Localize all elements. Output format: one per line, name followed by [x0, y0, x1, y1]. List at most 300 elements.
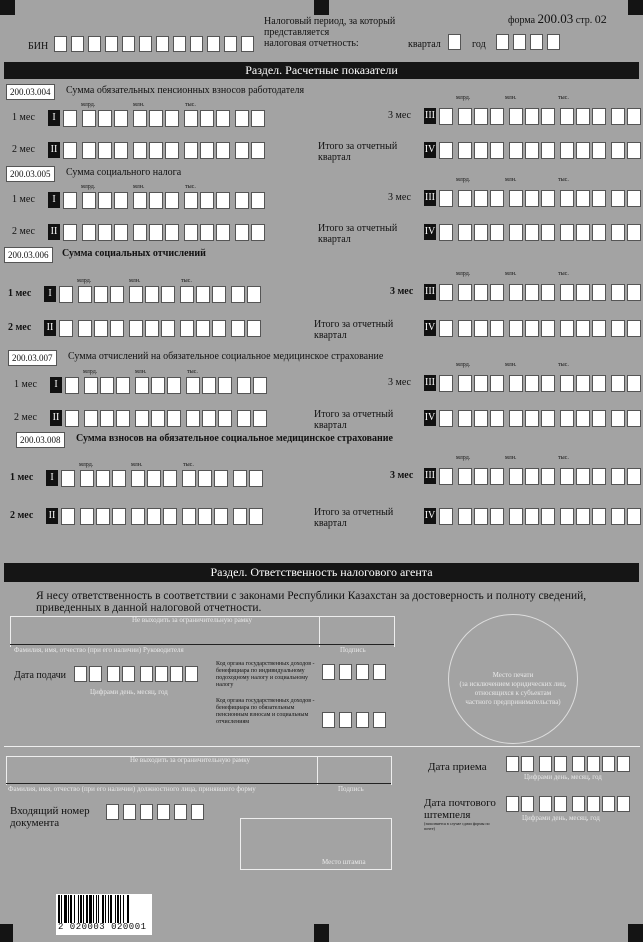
digit-cell[interactable]	[165, 142, 179, 159]
digit-cell[interactable]	[576, 142, 590, 159]
digit-cell[interactable]	[214, 470, 228, 487]
amount-field[interactable]	[65, 377, 267, 394]
digit-cell[interactable]	[114, 224, 128, 241]
digit-cell[interactable]	[216, 110, 230, 127]
amount-field[interactable]	[439, 468, 641, 485]
digit-cell[interactable]	[149, 224, 163, 241]
digit-cell[interactable]	[122, 36, 135, 52]
digit-cell[interactable]	[627, 224, 641, 241]
digit-cell[interactable]	[356, 712, 369, 728]
digit-cell[interactable]	[184, 110, 198, 127]
digit-cell[interactable]	[530, 34, 543, 50]
digit-cell[interactable]	[114, 142, 128, 159]
digit-cell[interactable]	[116, 410, 130, 427]
digit-cell[interactable]	[322, 664, 335, 680]
digit-cell[interactable]	[560, 320, 574, 337]
digit-cell[interactable]	[322, 712, 335, 728]
digit-cell[interactable]	[200, 142, 214, 159]
digit-cell[interactable]	[458, 375, 472, 392]
digit-cell[interactable]	[627, 468, 641, 485]
digit-cell[interactable]	[253, 377, 267, 394]
digit-cell[interactable]	[63, 142, 77, 159]
amount-field[interactable]	[439, 224, 641, 241]
digit-cell[interactable]	[458, 468, 472, 485]
digit-cell[interactable]	[490, 320, 504, 337]
digit-cell[interactable]	[521, 756, 534, 772]
digit-cell[interactable]	[592, 320, 606, 337]
digit-cell[interactable]	[247, 320, 261, 337]
digit-cell[interactable]	[145, 320, 159, 337]
digit-cell[interactable]	[88, 36, 101, 52]
digit-cell[interactable]	[207, 36, 220, 52]
amount-field[interactable]	[63, 192, 265, 209]
digit-cell[interactable]	[107, 666, 120, 682]
digit-cell[interactable]	[439, 508, 453, 525]
digit-cell[interactable]	[458, 284, 472, 301]
digit-cell[interactable]	[458, 410, 472, 427]
year-field[interactable]	[496, 34, 560, 50]
digit-cell[interactable]	[82, 224, 96, 241]
digit-cell[interactable]	[576, 410, 590, 427]
digit-cell[interactable]	[576, 224, 590, 241]
digit-cell[interactable]	[133, 110, 147, 127]
digit-cell[interactable]	[560, 284, 574, 301]
digit-cell[interactable]	[617, 796, 630, 812]
digit-cell[interactable]	[592, 190, 606, 207]
digit-cell[interactable]	[627, 284, 641, 301]
digit-cell[interactable]	[251, 110, 265, 127]
digit-cell[interactable]	[235, 142, 249, 159]
digit-cell[interactable]	[61, 470, 75, 487]
digit-cell[interactable]	[163, 508, 177, 525]
digit-cell[interactable]	[122, 666, 135, 682]
digit-cell[interactable]	[627, 142, 641, 159]
digit-cell[interactable]	[611, 224, 625, 241]
digit-cell[interactable]	[139, 36, 152, 52]
digit-cell[interactable]	[216, 142, 230, 159]
digit-cell[interactable]	[133, 224, 147, 241]
digit-cell[interactable]	[576, 190, 590, 207]
digit-cell[interactable]	[131, 508, 145, 525]
digit-cell[interactable]	[539, 796, 552, 812]
digit-cell[interactable]	[96, 508, 110, 525]
digit-cell[interactable]	[509, 142, 523, 159]
digit-cell[interactable]	[149, 110, 163, 127]
digit-cell[interactable]	[541, 142, 555, 159]
digit-cell[interactable]	[560, 108, 574, 125]
digit-cell[interactable]	[592, 410, 606, 427]
digit-cell[interactable]	[592, 224, 606, 241]
digit-cell[interactable]	[509, 410, 523, 427]
digit-cell[interactable]	[54, 36, 67, 52]
digit-cell[interactable]	[627, 410, 641, 427]
digit-cell[interactable]	[458, 224, 472, 241]
amount-field[interactable]	[63, 110, 265, 127]
digit-cell[interactable]	[439, 190, 453, 207]
digit-cell[interactable]	[627, 190, 641, 207]
digit-cell[interactable]	[145, 286, 159, 303]
digit-cell[interactable]	[212, 286, 226, 303]
digit-cell[interactable]	[241, 36, 254, 52]
digit-cell[interactable]	[560, 224, 574, 241]
digit-cell[interactable]	[560, 410, 574, 427]
digit-cell[interactable]	[439, 284, 453, 301]
incoming-number-field[interactable]	[106, 804, 204, 820]
digit-cell[interactable]	[129, 320, 143, 337]
digit-cell[interactable]	[572, 756, 585, 772]
digit-cell[interactable]	[140, 666, 153, 682]
digit-cell[interactable]	[149, 142, 163, 159]
digit-cell[interactable]	[592, 468, 606, 485]
digit-cell[interactable]	[190, 36, 203, 52]
digit-cell[interactable]	[490, 190, 504, 207]
digit-cell[interactable]	[235, 224, 249, 241]
digit-cell[interactable]	[231, 320, 245, 337]
amount-field[interactable]	[439, 410, 641, 427]
digit-cell[interactable]	[218, 410, 232, 427]
digit-cell[interactable]	[202, 410, 216, 427]
digit-cell[interactable]	[611, 284, 625, 301]
digit-cell[interactable]	[602, 796, 615, 812]
digit-cell[interactable]	[65, 377, 79, 394]
digit-cell[interactable]	[151, 377, 165, 394]
digit-cell[interactable]	[200, 224, 214, 241]
digit-cell[interactable]	[439, 320, 453, 337]
digit-cell[interactable]	[129, 286, 143, 303]
digit-cell[interactable]	[184, 224, 198, 241]
digit-cell[interactable]	[576, 108, 590, 125]
amount-field[interactable]	[439, 375, 641, 392]
digit-cell[interactable]	[131, 470, 145, 487]
digit-cell[interactable]	[356, 664, 369, 680]
submit-date-field[interactable]	[74, 666, 198, 682]
digit-cell[interactable]	[224, 36, 237, 52]
digit-cell[interactable]	[184, 142, 198, 159]
digit-cell[interactable]	[373, 664, 386, 680]
digit-cell[interactable]	[251, 192, 265, 209]
digit-cell[interactable]	[587, 756, 600, 772]
digit-cell[interactable]	[506, 756, 519, 772]
digit-cell[interactable]	[592, 142, 606, 159]
digit-cell[interactable]	[147, 508, 161, 525]
digit-cell[interactable]	[576, 375, 590, 392]
digit-cell[interactable]	[525, 320, 539, 337]
digit-cell[interactable]	[167, 377, 181, 394]
digit-cell[interactable]	[474, 375, 488, 392]
digit-cell[interactable]	[202, 377, 216, 394]
digit-cell[interactable]	[560, 142, 574, 159]
digit-cell[interactable]	[509, 375, 523, 392]
digit-cell[interactable]	[525, 468, 539, 485]
digit-cell[interactable]	[198, 508, 212, 525]
digit-cell[interactable]	[373, 712, 386, 728]
digit-cell[interactable]	[541, 190, 555, 207]
digit-cell[interactable]	[186, 377, 200, 394]
digit-cell[interactable]	[339, 712, 352, 728]
digit-cell[interactable]	[560, 375, 574, 392]
digit-cell[interactable]	[173, 36, 186, 52]
digit-cell[interactable]	[114, 192, 128, 209]
digit-cell[interactable]	[525, 224, 539, 241]
digit-cell[interactable]	[170, 666, 183, 682]
digit-cell[interactable]	[541, 224, 555, 241]
digit-cell[interactable]	[233, 470, 247, 487]
quarter-field[interactable]	[448, 34, 461, 50]
digit-cell[interactable]	[98, 192, 112, 209]
digit-cell[interactable]	[611, 410, 625, 427]
digit-cell[interactable]	[82, 192, 96, 209]
digit-cell[interactable]	[474, 190, 488, 207]
digit-cell[interactable]	[448, 34, 461, 50]
digit-cell[interactable]	[576, 320, 590, 337]
digit-cell[interactable]	[458, 108, 472, 125]
digit-cell[interactable]	[525, 142, 539, 159]
digit-cell[interactable]	[78, 286, 92, 303]
digit-cell[interactable]	[155, 666, 168, 682]
digit-cell[interactable]	[560, 468, 574, 485]
digit-cell[interactable]	[82, 110, 96, 127]
digit-cell[interactable]	[94, 286, 108, 303]
digit-cell[interactable]	[253, 410, 267, 427]
digit-cell[interactable]	[474, 320, 488, 337]
digit-cell[interactable]	[490, 284, 504, 301]
digit-cell[interactable]	[157, 804, 170, 820]
digit-cell[interactable]	[78, 320, 92, 337]
digit-cell[interactable]	[84, 377, 98, 394]
digit-cell[interactable]	[509, 320, 523, 337]
digit-cell[interactable]	[163, 470, 177, 487]
digit-cell[interactable]	[439, 142, 453, 159]
digit-cell[interactable]	[602, 756, 615, 772]
digit-cell[interactable]	[63, 192, 77, 209]
digit-cell[interactable]	[474, 508, 488, 525]
digit-cell[interactable]	[592, 108, 606, 125]
digit-cell[interactable]	[84, 410, 98, 427]
digit-cell[interactable]	[576, 284, 590, 301]
amount-field[interactable]	[61, 508, 263, 525]
digit-cell[interactable]	[541, 375, 555, 392]
digit-cell[interactable]	[506, 796, 519, 812]
digit-cell[interactable]	[541, 508, 555, 525]
digit-cell[interactable]	[233, 508, 247, 525]
digit-cell[interactable]	[439, 224, 453, 241]
digit-cell[interactable]	[592, 375, 606, 392]
digit-cell[interactable]	[65, 410, 79, 427]
digit-cell[interactable]	[100, 377, 114, 394]
digit-cell[interactable]	[627, 508, 641, 525]
digit-cell[interactable]	[439, 410, 453, 427]
digit-cell[interactable]	[140, 804, 153, 820]
digit-cell[interactable]	[180, 286, 194, 303]
digit-cell[interactable]	[611, 508, 625, 525]
digit-cell[interactable]	[509, 468, 523, 485]
amount-field[interactable]	[439, 284, 641, 301]
digit-cell[interactable]	[474, 410, 488, 427]
digit-cell[interactable]	[174, 804, 187, 820]
digit-cell[interactable]	[541, 468, 555, 485]
digit-cell[interactable]	[509, 108, 523, 125]
digit-cell[interactable]	[161, 286, 175, 303]
amount-field[interactable]	[439, 320, 641, 337]
receive-date-field[interactable]	[506, 756, 630, 772]
amount-field[interactable]	[63, 224, 265, 241]
digit-cell[interactable]	[525, 508, 539, 525]
digit-cell[interactable]	[110, 320, 124, 337]
digit-cell[interactable]	[541, 284, 555, 301]
digit-cell[interactable]	[165, 110, 179, 127]
digit-cell[interactable]	[200, 110, 214, 127]
digit-cell[interactable]	[59, 286, 73, 303]
digit-cell[interactable]	[161, 320, 175, 337]
digit-cell[interactable]	[627, 320, 641, 337]
digit-cell[interactable]	[71, 36, 84, 52]
digit-cell[interactable]	[185, 666, 198, 682]
digit-cell[interactable]	[149, 192, 163, 209]
digit-cell[interactable]	[147, 470, 161, 487]
digit-cell[interactable]	[490, 108, 504, 125]
digit-cell[interactable]	[182, 508, 196, 525]
digit-cell[interactable]	[490, 142, 504, 159]
digit-cell[interactable]	[490, 468, 504, 485]
digit-cell[interactable]	[235, 110, 249, 127]
digit-cell[interactable]	[200, 192, 214, 209]
digit-cell[interactable]	[80, 470, 94, 487]
digit-cell[interactable]	[237, 410, 251, 427]
org-code-2-field[interactable]	[322, 712, 386, 728]
digit-cell[interactable]	[490, 224, 504, 241]
digit-cell[interactable]	[474, 224, 488, 241]
digit-cell[interactable]	[560, 508, 574, 525]
digit-cell[interactable]	[611, 375, 625, 392]
digit-cell[interactable]	[98, 110, 112, 127]
digit-cell[interactable]	[59, 320, 73, 337]
digit-cell[interactable]	[627, 375, 641, 392]
digit-cell[interactable]	[474, 108, 488, 125]
digit-cell[interactable]	[251, 224, 265, 241]
digit-cell[interactable]	[114, 110, 128, 127]
digit-cell[interactable]	[541, 108, 555, 125]
digit-cell[interactable]	[96, 470, 110, 487]
bin-field[interactable]	[54, 36, 254, 52]
amount-field[interactable]	[65, 410, 267, 427]
digit-cell[interactable]	[525, 108, 539, 125]
digit-cell[interactable]	[474, 284, 488, 301]
digit-cell[interactable]	[513, 34, 526, 50]
digit-cell[interactable]	[490, 375, 504, 392]
amount-field[interactable]	[59, 286, 261, 303]
digit-cell[interactable]	[105, 36, 118, 52]
digit-cell[interactable]	[231, 286, 245, 303]
digit-cell[interactable]	[98, 142, 112, 159]
digit-cell[interactable]	[458, 508, 472, 525]
amount-field[interactable]	[61, 470, 263, 487]
digit-cell[interactable]	[94, 320, 108, 337]
digit-cell[interactable]	[165, 224, 179, 241]
digit-cell[interactable]	[509, 508, 523, 525]
digit-cell[interactable]	[216, 224, 230, 241]
digit-cell[interactable]	[167, 410, 181, 427]
digit-cell[interactable]	[110, 286, 124, 303]
digit-cell[interactable]	[216, 192, 230, 209]
digit-cell[interactable]	[106, 804, 119, 820]
digit-cell[interactable]	[611, 468, 625, 485]
digit-cell[interactable]	[135, 410, 149, 427]
digit-cell[interactable]	[554, 796, 567, 812]
digit-cell[interactable]	[592, 508, 606, 525]
amount-field[interactable]	[59, 320, 261, 337]
digit-cell[interactable]	[198, 470, 212, 487]
digit-cell[interactable]	[191, 804, 204, 820]
amount-field[interactable]	[439, 190, 641, 207]
digit-cell[interactable]	[151, 410, 165, 427]
digit-cell[interactable]	[156, 36, 169, 52]
digit-cell[interactable]	[112, 470, 126, 487]
digit-cell[interactable]	[112, 508, 126, 525]
digit-cell[interactable]	[218, 377, 232, 394]
digit-cell[interactable]	[135, 377, 149, 394]
digit-cell[interactable]	[237, 377, 251, 394]
digit-cell[interactable]	[592, 284, 606, 301]
digit-cell[interactable]	[116, 377, 130, 394]
digit-cell[interactable]	[490, 508, 504, 525]
amount-field[interactable]	[439, 108, 641, 125]
digit-cell[interactable]	[611, 320, 625, 337]
digit-cell[interactable]	[509, 190, 523, 207]
digit-cell[interactable]	[100, 410, 114, 427]
digit-cell[interactable]	[180, 320, 194, 337]
digit-cell[interactable]	[541, 410, 555, 427]
digit-cell[interactable]	[165, 192, 179, 209]
digit-cell[interactable]	[98, 224, 112, 241]
digit-cell[interactable]	[617, 756, 630, 772]
digit-cell[interactable]	[525, 410, 539, 427]
digit-cell[interactable]	[182, 470, 196, 487]
digit-cell[interactable]	[212, 320, 226, 337]
digit-cell[interactable]	[611, 190, 625, 207]
digit-cell[interactable]	[63, 224, 77, 241]
digit-cell[interactable]	[576, 468, 590, 485]
digit-cell[interactable]	[458, 320, 472, 337]
org-code-1-field[interactable]	[322, 664, 386, 680]
digit-cell[interactable]	[439, 468, 453, 485]
digit-cell[interactable]	[474, 142, 488, 159]
digit-cell[interactable]	[249, 508, 263, 525]
digit-cell[interactable]	[247, 286, 261, 303]
digit-cell[interactable]	[525, 190, 539, 207]
digit-cell[interactable]	[572, 796, 585, 812]
digit-cell[interactable]	[63, 110, 77, 127]
digit-cell[interactable]	[61, 508, 75, 525]
amount-field[interactable]	[439, 142, 641, 159]
digit-cell[interactable]	[89, 666, 102, 682]
digit-cell[interactable]	[123, 804, 136, 820]
digit-cell[interactable]	[576, 508, 590, 525]
digit-cell[interactable]	[547, 34, 560, 50]
digit-cell[interactable]	[611, 142, 625, 159]
digit-cell[interactable]	[133, 192, 147, 209]
digit-cell[interactable]	[186, 410, 200, 427]
postmark-date-field[interactable]	[506, 796, 630, 812]
amount-field[interactable]	[439, 508, 641, 525]
digit-cell[interactable]	[587, 796, 600, 812]
digit-cell[interactable]	[541, 320, 555, 337]
digit-cell[interactable]	[214, 508, 228, 525]
digit-cell[interactable]	[196, 286, 210, 303]
digit-cell[interactable]	[249, 470, 263, 487]
digit-cell[interactable]	[525, 375, 539, 392]
digit-cell[interactable]	[509, 224, 523, 241]
digit-cell[interactable]	[521, 796, 534, 812]
